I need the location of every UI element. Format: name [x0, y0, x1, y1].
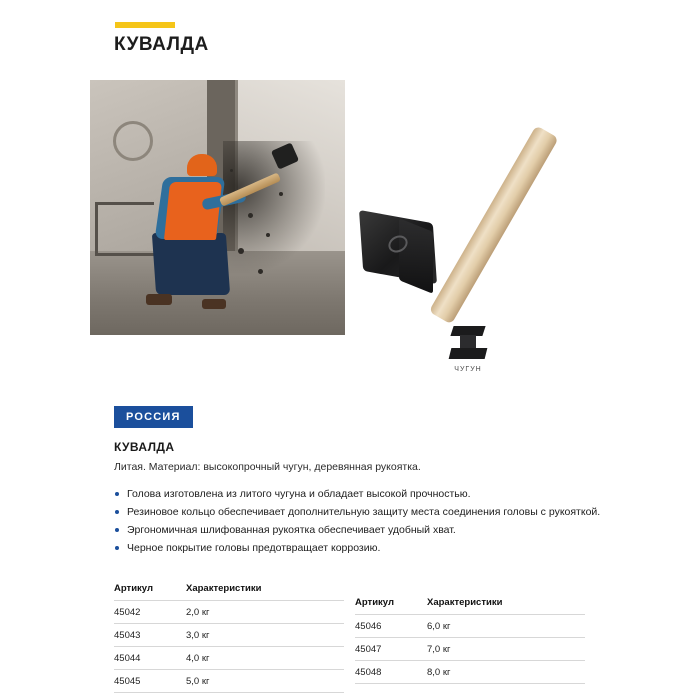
material-callout	[440, 326, 496, 373]
product-name: КУВАЛДА	[114, 440, 175, 454]
list-item: Эргономичная шлифованная рукоятка обеспечивает удобный хват.	[114, 521, 634, 539]
cell-article: 45046	[355, 621, 382, 632]
cell-article: 45048	[355, 667, 382, 678]
list-item: Черное покрытие головы предотвращает коррозию.	[114, 539, 634, 557]
photo-debris	[248, 213, 253, 218]
table-header-row	[114, 583, 344, 600]
photo-debris	[279, 192, 283, 196]
sledgehammer-head-face	[399, 218, 433, 294]
sledgehammer-handle	[429, 125, 559, 324]
column-header-spec: Характеристики	[186, 583, 262, 594]
cell-article: 45043	[114, 630, 141, 641]
title-accent-bar	[115, 22, 175, 28]
cell-spec: 7,0 кг	[427, 644, 451, 655]
cell-article: 45047	[355, 644, 382, 655]
photo-worker-vest	[163, 182, 221, 240]
column-header-article: Артикул	[355, 597, 394, 608]
table-row	[114, 623, 344, 646]
table-row	[355, 614, 585, 637]
sku-table-right	[355, 597, 585, 684]
table-row	[114, 669, 344, 693]
cell-spec: 2,0 кг	[186, 607, 210, 618]
cell-spec: 3,0 кг	[186, 630, 210, 641]
product-image	[355, 95, 570, 310]
table-row	[114, 646, 344, 669]
photo-worker-helmet	[187, 154, 217, 176]
cell-article: 45045	[114, 676, 141, 687]
photo-pipe-coil	[113, 121, 153, 161]
table-header-row	[355, 597, 585, 614]
table-row	[355, 637, 585, 660]
column-header-spec: Характеристики	[427, 597, 503, 608]
cell-spec: 5,0 кг	[186, 676, 210, 687]
cast-iron-icon	[448, 326, 488, 362]
photo-scaffold	[95, 202, 154, 256]
application-photo	[90, 80, 345, 335]
product-subtitle: Литая. Материал: высокопрочный чугун, деревянная рукоятка.	[114, 461, 421, 473]
list-item: Резиновое кольцо обеспечивает дополнительную защиту места соединения головы с рукояткой.	[114, 503, 634, 521]
sku-table-left	[114, 583, 344, 693]
table-row	[114, 600, 344, 623]
material-label: ЧУГУН	[454, 366, 482, 373]
page-title: КУВАЛДА	[114, 34, 209, 55]
list-item: Голова изготовлена из литого чугуна и обладает высокой прочностью.	[114, 485, 634, 503]
photo-boot-right	[202, 299, 226, 309]
cell-spec: 6,0 кг	[427, 621, 451, 632]
photo-worker-legs	[152, 233, 230, 295]
photo-dust-cloud	[223, 141, 325, 274]
photo-debris	[266, 233, 270, 237]
photo-boot-left	[146, 294, 172, 305]
feature-list	[114, 485, 634, 557]
country-badge: РОССИЯ	[114, 406, 193, 428]
cell-article: 45042	[114, 607, 141, 618]
column-header-article: Артикул	[114, 583, 153, 594]
cell-article: 45044	[114, 653, 141, 664]
cell-spec: 4,0 кг	[186, 653, 210, 664]
table-row	[355, 660, 585, 684]
cell-spec: 8,0 кг	[427, 667, 451, 678]
